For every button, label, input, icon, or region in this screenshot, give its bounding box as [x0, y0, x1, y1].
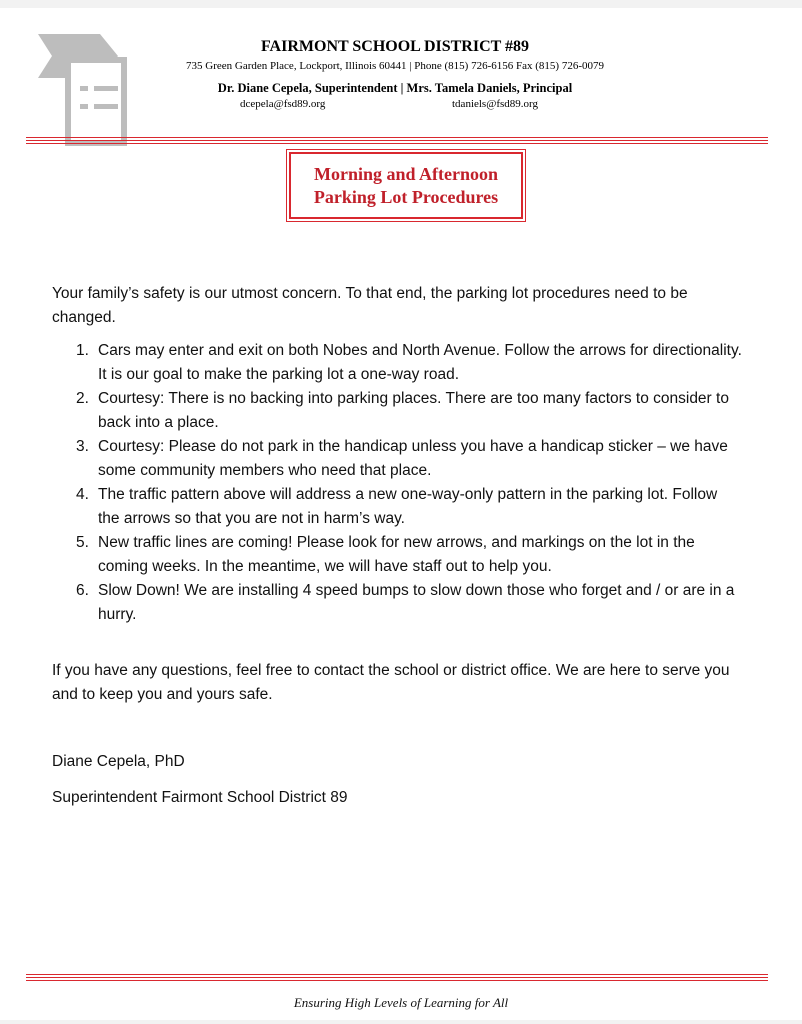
list-item: [52, 435, 742, 483]
document-title-box: [286, 149, 526, 222]
list-item-text: Slow Down! We are installing 4 speed bumps to slow down those who forget and / or are in a hurry.: [98, 582, 735, 623]
list-item: [52, 579, 742, 627]
intro-paragraph: Your family’s safety is our utmost concern. To that end, the parking lot procedures need to be changed.: [52, 285, 688, 326]
district-name: FAIRMONT SCHOOL DISTRICT #89: [260, 38, 530, 55]
district-address: 735 Green Garden Place, Lockport, Illinois 60441 | Phone (815) 726-6156 Fax (815) 726-0079: [186, 60, 604, 72]
header-rule-middle: [26, 140, 768, 141]
list-item-number: 1.: [76, 342, 89, 359]
signature-title: Superintendent Fairmont School District 89: [52, 789, 348, 806]
footer-motto: Ensuring High Levels of Learning for All: [293, 995, 509, 1010]
list-item-text: Courtesy: There is no backing into parking places. There are too many factors to consider to back into a place.: [98, 390, 729, 431]
list-item: [52, 531, 742, 579]
closing-paragraph: If you have any questions, feel free to contact the school or district office. We are here to serve you and to keep you and yours safe.: [52, 662, 730, 703]
list-item-number: 6.: [76, 582, 89, 599]
list-item-number: 4.: [76, 486, 89, 503]
list-item-number: 3.: [76, 438, 89, 455]
signature-name: Diane Cepela, PhD: [52, 753, 185, 770]
document-title-line1: Morning and Afternoon: [313, 163, 499, 184]
list-item-text: Courtesy: Please do not park in the handicap unless you have a handicap sticker – we have some community members who need that place.: [98, 438, 728, 479]
list-item-number: 2.: [76, 390, 89, 407]
list-item: [52, 387, 742, 435]
footer-rule-top: [26, 974, 768, 975]
list-item-number: 5.: [76, 534, 89, 551]
district-logo-icon: [38, 34, 128, 146]
letter-page: [0, 8, 802, 1020]
principal-email: tdaniels@fsd89.org: [452, 98, 539, 110]
list-item: [52, 483, 742, 531]
footer-rule-bottom: [26, 980, 768, 981]
list-item-text: New traffic lines are coming! Please look for new arrows, and markings on the lot in the coming weeks. In the meantime, we will have staff out to help you.: [98, 534, 695, 575]
list-item-text: The traffic pattern above will address a new one-way-only pattern in the parking lot. Follow the arrows so that you are not in harm’s way.: [98, 486, 718, 527]
list-item-text: Cars may enter and exit on both Nobes and North Avenue. Follow the arrows for directionality. It is our goal to make the parking lot a one-way road.: [98, 342, 742, 383]
list-item: [52, 339, 742, 387]
superintendent-email: dcepela@fsd89.org: [240, 98, 326, 110]
procedures-list: [52, 339, 742, 627]
footer-rule-middle: [26, 977, 768, 978]
document-title-line2: Parking Lot Procedures: [313, 186, 499, 207]
district-staff: Dr. Diane Cepela, Superintendent | Mrs. Tamela Daniels, Principal: [217, 81, 573, 95]
header-rule-bottom: [26, 143, 768, 144]
header-rule-top: [26, 137, 768, 138]
